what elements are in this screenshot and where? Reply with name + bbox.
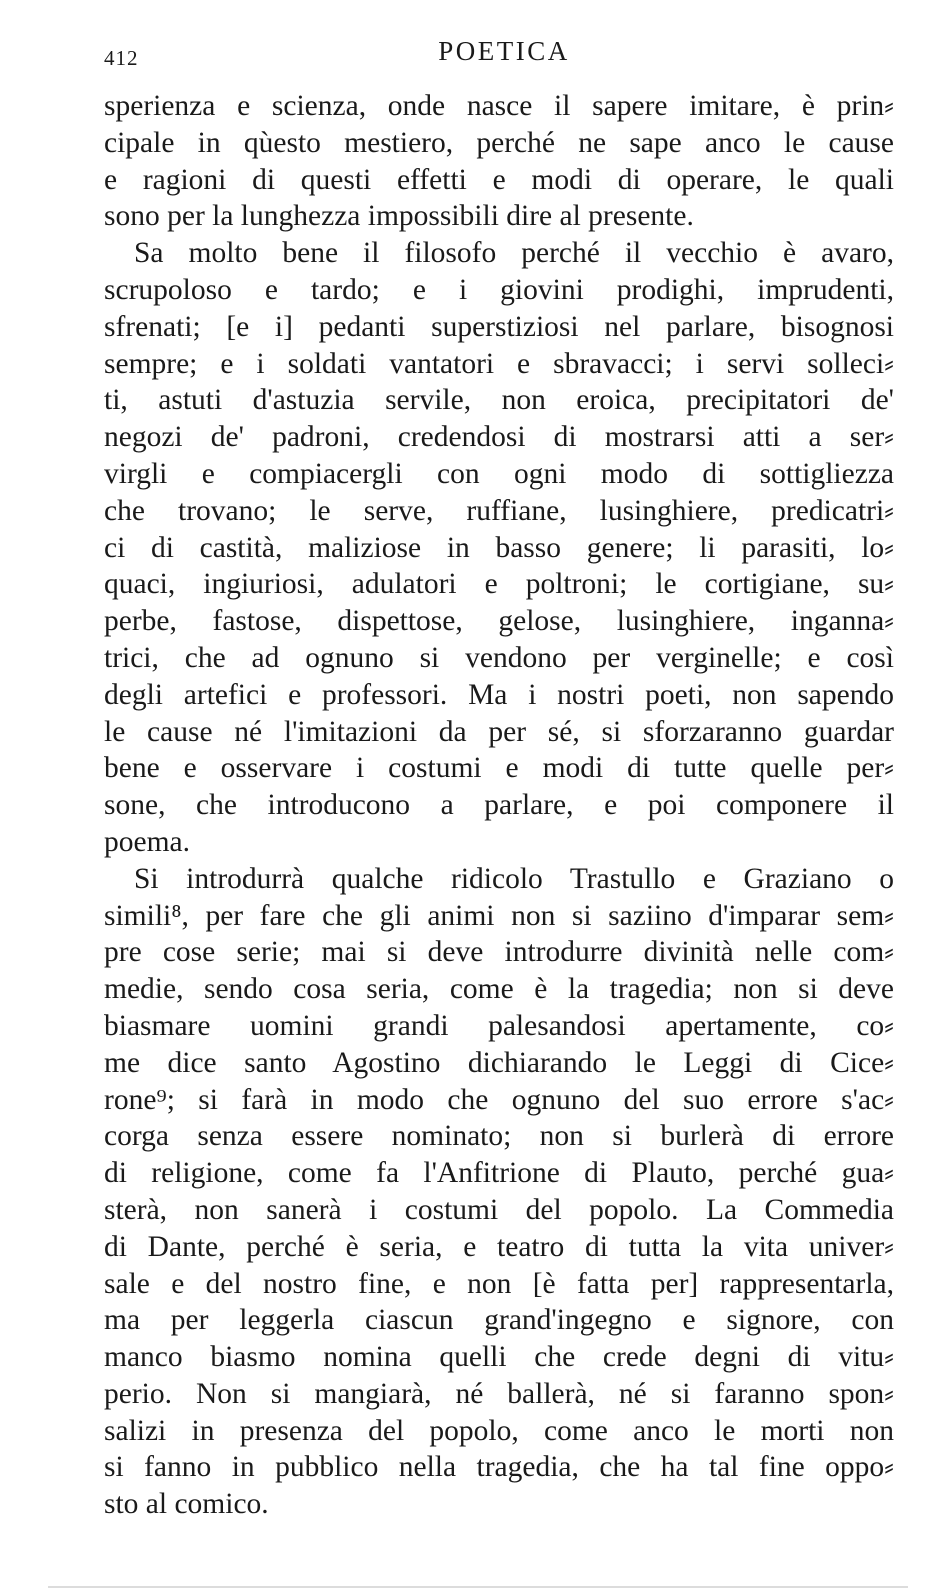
text-line: Sa molto bene il filosofo perché il vecchio è avaro,: [134, 237, 894, 270]
text-line: scrupoloso e tardo; e i giovini prodighi, imprudenti,: [104, 273, 894, 306]
text-line: Si introdurrà qualche ridicolo Trastullo e Graziano o: [134, 862, 894, 895]
scan-edge-line: [48, 1586, 908, 1588]
text-line: rone⁹; si farà in modo che ognuno del suo errore s'ac⸗: [104, 1083, 894, 1116]
text-line: le cause né l'imitazioni da per sé, si sforzaranno guardar: [104, 715, 894, 748]
text-line: pre cose serie; mai si deve introdurre divinità nelle com⸗: [104, 936, 894, 969]
text-line: sperienza e scienza, onde nasce il sapere imitare, è prin⸗: [104, 90, 894, 122]
text-line: negozi de' padroni, credendosi di mostrarsi atti a ser⸗: [104, 421, 894, 454]
text-line: sto al comico.: [104, 1488, 269, 1521]
text-line: di Dante, perché è seria, e teatro di tutta la vita univer⸗: [104, 1230, 894, 1263]
text-line: biasmare uomini grandi palesandosi apertamente, co⸗: [104, 1009, 894, 1042]
text-line: sterà, non sanerà i costumi del popolo. La Commedia: [104, 1193, 894, 1226]
text-line: poema.: [104, 825, 191, 858]
text-line: cipale in qùesto mestiero, perché ne sape anco le cause: [104, 126, 894, 159]
text-line: si fanno in pubblico nella tragedia, che ha tal fine oppo⸗: [104, 1451, 894, 1484]
text-line: ci di castità, maliziose in basso genere; li parasiti, lo⸗: [104, 531, 894, 564]
text-line: sale e del nostro fine, e non [è fatta per] rappresentarla,: [104, 1267, 894, 1300]
page-number: 412: [104, 46, 139, 70]
text-line: trici, che ad ognuno si vendono per verginelle; e così: [104, 641, 894, 674]
body-text: [104, 88, 894, 1523]
text-line: e ragioni di questi effetti e modi di operare, le quali: [104, 163, 894, 196]
text-line: perbe, fastose, dispettose, gelose, lusinghiere, inganna⸗: [104, 605, 894, 638]
text-line: me dice santo Agostino dichiarando le Leggi di Cice⸗: [104, 1046, 894, 1079]
text-line: sempre; e i soldati vantatori e sbravacci; i servi solleci⸗: [104, 347, 894, 380]
text-line: di religione, come fa l'Anfitrione di Plauto, perché gua⸗: [104, 1157, 894, 1190]
text-line: salizi in presenza del popolo, come anco le morti non: [104, 1414, 894, 1447]
text-line: che trovano; le serve, ruffiane, lusinghiere, predicatri⸗: [104, 494, 894, 527]
text-line: bene e osservare i costumi e modi di tutte quelle per⸗: [104, 752, 894, 785]
text-line: simili⁸, per fare che gli animi non si saziino d'imparar sem⸗: [104, 899, 894, 932]
text-line: sone, che introducono a parlare, e poi componere il: [104, 789, 894, 822]
text-line: sono per la lunghezza impossibili dire al presente.: [104, 200, 694, 233]
text-line: corga senza essere nominato; non si burlerà di errore: [104, 1120, 894, 1153]
text-line: ma per leggerla ciascun grand'ingegno e signore, con: [104, 1304, 894, 1337]
text-line: ti, astuti d'astuzia servile, non eroica, precipitatori de': [104, 384, 894, 417]
page-header: [104, 30, 904, 70]
text-line: perio. Non si mangiarà, né ballerà, né si faranno spon⸗: [104, 1377, 894, 1410]
text-line: sfrenati; [e i] pedanti superstiziosi nel parlare, bisognosi: [104, 310, 894, 343]
text-line: degli artefici e professori. Ma i nostri poeti, non sapendo: [104, 678, 894, 711]
text-line: medie, sendo cosa seria, come è la tragedia; non si deve: [104, 973, 894, 1006]
text-line: manco biasmo nomina quelli che crede degni di vitu⸗: [104, 1341, 894, 1374]
text-line: virgli e compiacergli con ogni modo di sottigliezza: [104, 457, 894, 490]
text-line: quaci, ingiuriosi, adulatori e poltroni; le cortigiane, su⸗: [104, 568, 894, 601]
running-title: POETICA: [438, 36, 570, 66]
